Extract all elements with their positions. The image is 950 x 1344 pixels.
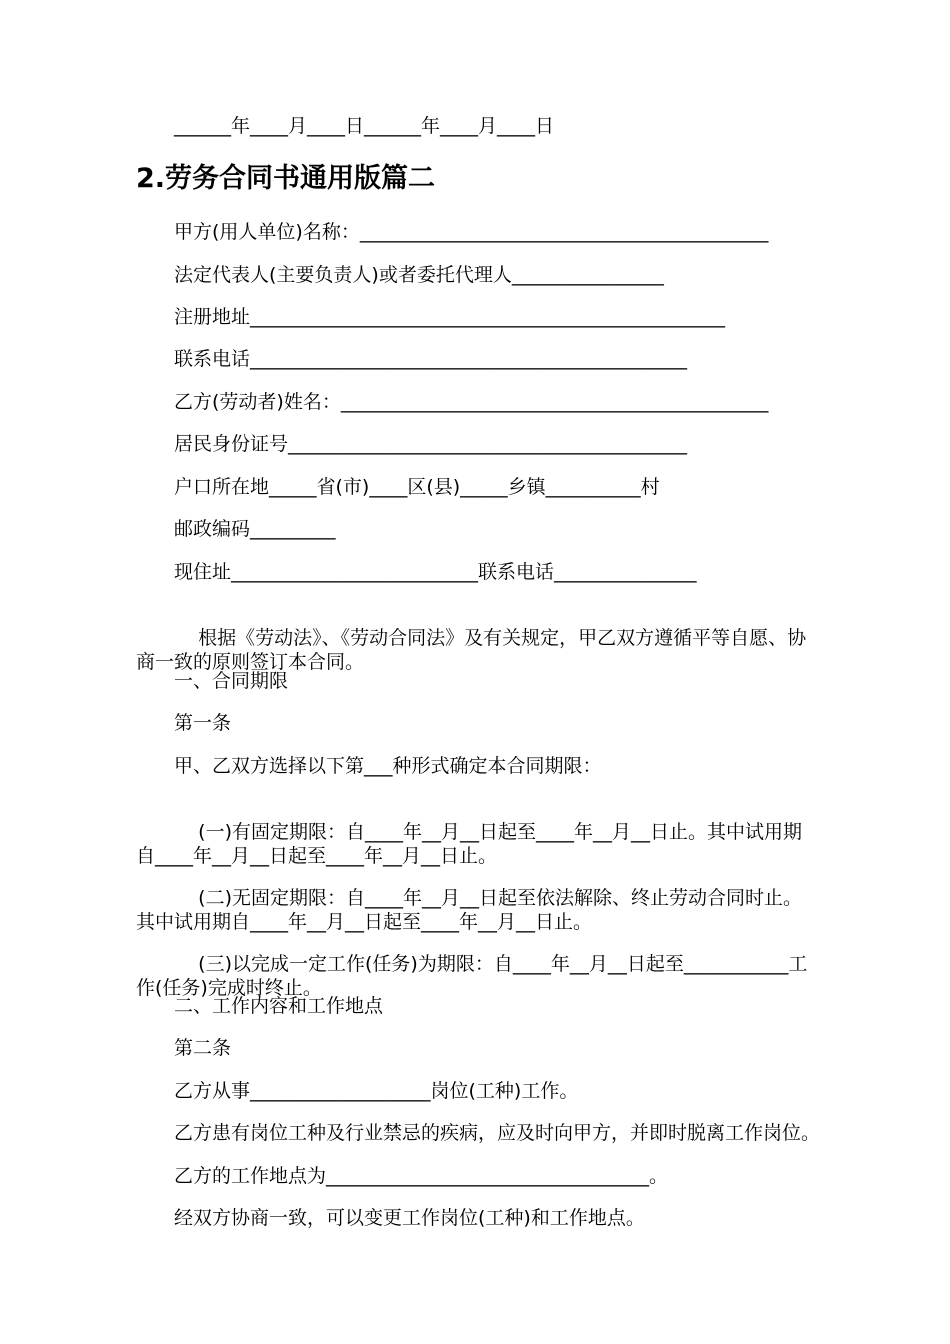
term-choice: 甲、乙双方选择以下第___种形式确定本合同期限： xyxy=(174,755,602,777)
section-1-title: 一、合同期限 xyxy=(174,670,289,692)
registered-address: 注册地址__________________________________________________ xyxy=(174,306,726,328)
party-b-name: 乙方(劳动者)姓名：_____________________________________________ xyxy=(174,391,769,413)
date-line: ______年____月____日______年____月____日 xyxy=(174,115,555,137)
job-position: 乙方从事___________________岗位(工种)工作。 xyxy=(174,1080,579,1102)
postal-code: 邮政编码_________ xyxy=(174,518,336,540)
disease-clause: 乙方患有岗位工种及行业禁忌的疾病，应及时向甲方，并即时脱离工作岗位。 xyxy=(174,1122,821,1144)
work-location: 乙方的工作地点为__________________________________。 xyxy=(174,1165,669,1187)
fixed-term-text: (一)有固定期限：自____年__月__日起至____年__月__日止。其中试用期自____年__月__日起至____年__月__日止。 xyxy=(136,821,802,867)
article-2: 第二条 xyxy=(174,1037,232,1059)
party-a-phone: 联系电话______________________________________________ xyxy=(174,348,688,370)
open-term-text: (二)无固定期限：自____年__月__日起至依法解除、终止劳动合同时止。其中试用期自____年__月__日起至____年__月__日止。 xyxy=(136,887,802,933)
current-address: 现住址__________________________联系电话_______________ xyxy=(174,561,697,583)
party-a-name: 甲方(用人单位)名称：___________________________________________ xyxy=(174,221,769,243)
preamble-text: 根据《劳动法》、《劳动合同法》及有关规定，甲乙双方遵循平等自愿、协商一致的原则签订本合同。 xyxy=(136,627,807,673)
article-1: 第一条 xyxy=(174,712,232,734)
section-heading: 2.劳务合同书通用版篇二 xyxy=(136,163,436,194)
section-2-title: 二、工作内容和工作地点 xyxy=(174,995,384,1017)
id-number: 居民身份证号__________________________________________ xyxy=(174,433,688,455)
change-clause: 经双方协商一致，可以变更工作岗位(工种)和工作地点。 xyxy=(174,1207,645,1229)
household-registration: 户口所在地_____省(市)____区(县)_____乡镇__________村 xyxy=(174,476,660,498)
legal-representative: 法定代表人(主要负责人)或者委托代理人________________ xyxy=(174,264,664,286)
task-term-text: (三)以完成一定工作(任务)为期限：自____年__月__日起至___________工作(任务)完成时终止。 xyxy=(136,953,808,999)
